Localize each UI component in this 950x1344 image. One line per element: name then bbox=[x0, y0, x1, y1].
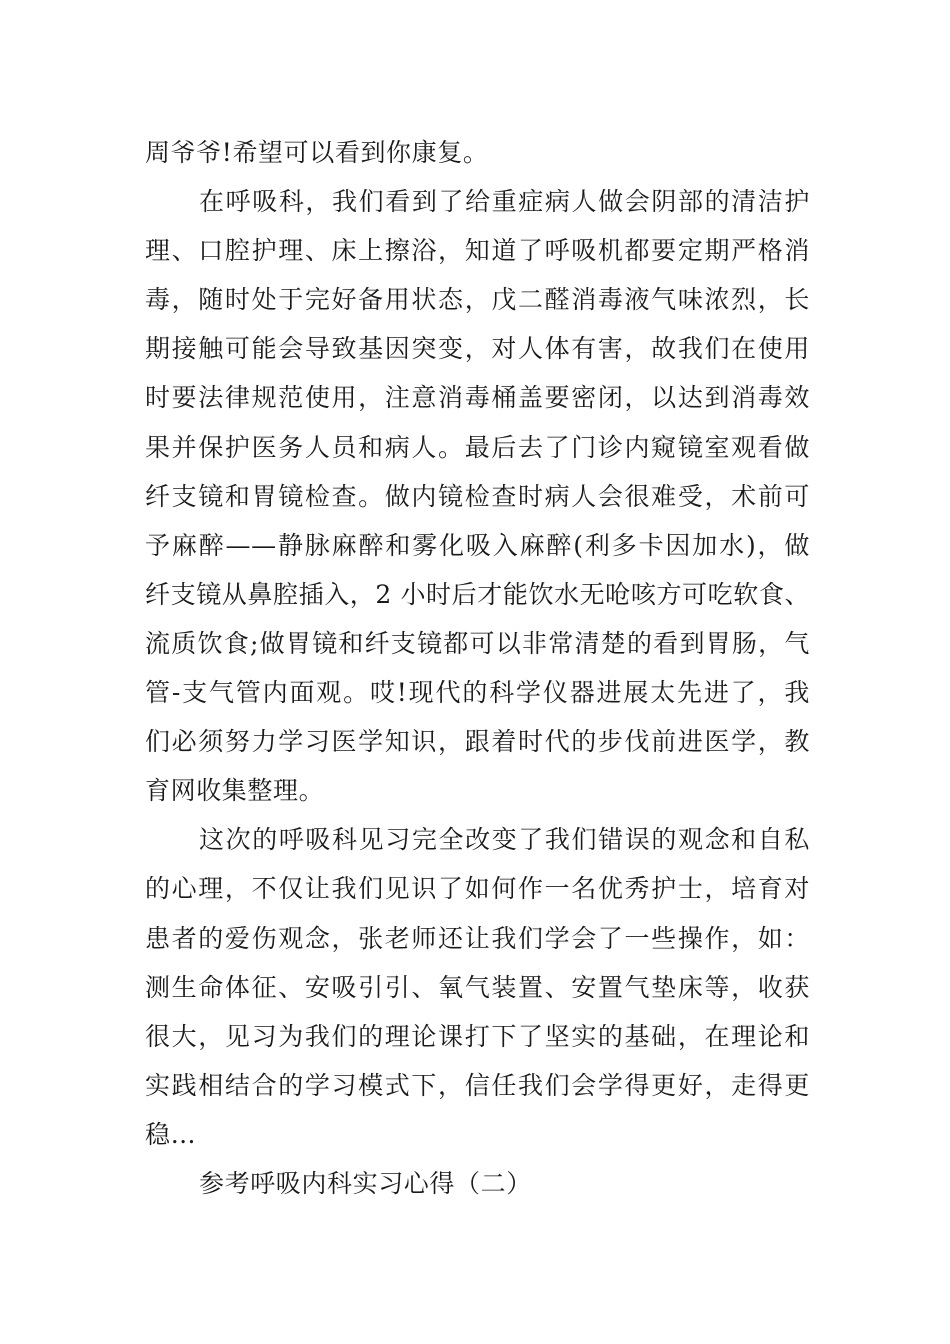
text-line: 稳… bbox=[145, 1119, 197, 1149]
paragraph-start-line: 这次的呼吸科见习完全改变了我们错误的观念和自私 bbox=[199, 825, 810, 855]
text-line: 们必须努力学习医学知识，跟着时代的步伐前进医学，教 bbox=[145, 727, 810, 757]
text-line: 予麻醉——静脉麻醉和雾化吸入麻醉(利多卡因加水)，做 bbox=[145, 530, 810, 560]
text-line: 期接触可能会导致基因突变，对人体有害，故我们在使用 bbox=[145, 334, 810, 364]
text-line: 的心理，不仅让我们见识了如何作一名优秀护士，培育对 bbox=[145, 874, 810, 904]
text-line: 毒，随时处于完好备用状态，戊二醛消毒液气味浓烈，长 bbox=[145, 285, 810, 315]
text-line: 实践相结合的学习模式下，信任我们会学得更好，走得更 bbox=[145, 1070, 810, 1100]
text-line: 果并保护医务人员和病人。最后去了门诊内窥镜室观看做 bbox=[145, 432, 810, 462]
text-line: 纤支镜从鼻腔插入，2 小时后才能饮水无呛咳方可吃软食、 bbox=[145, 579, 811, 609]
text-line: 育网收集整理。 bbox=[145, 776, 325, 806]
text-line: 患者的爱伤观念，张老师还让我们学会了一些操作，如： bbox=[145, 923, 810, 953]
text-line: 管-支气管内面观。哎!现代的科学仪器进展太先进了，我 bbox=[145, 678, 810, 708]
paragraph-start-line: 在呼吸科，我们看到了给重症病人做会阴部的清洁护 bbox=[199, 187, 810, 217]
text-line: 流质饮食;做胃镜和纤支镜都可以非常清楚的看到胃肠，气 bbox=[145, 628, 810, 658]
text-line: 理、口腔护理、床上擦浴，知道了呼吸机都要定期严格消 bbox=[145, 236, 810, 266]
text-line: 纤支镜和胃镜检查。做内镜检查时病人会很难受，术前可 bbox=[145, 481, 810, 511]
text-line: 时要法律规范使用，注意消毒桶盖要密闭，以达到消毒效 bbox=[145, 383, 810, 413]
text-line: 周爷爷!希望可以看到你康复。 bbox=[145, 138, 489, 167]
text-line: 测生命体征、安吸引引、氧气装置、安置气垫床等，收获 bbox=[145, 972, 810, 1002]
document-body bbox=[145, 128, 810, 1208]
section-heading: 参考呼吸内科实习心得（二） bbox=[199, 1168, 532, 1198]
text-line: 很大，见习为我们的理论课打下了坚实的基础，在理论和 bbox=[145, 1021, 810, 1051]
